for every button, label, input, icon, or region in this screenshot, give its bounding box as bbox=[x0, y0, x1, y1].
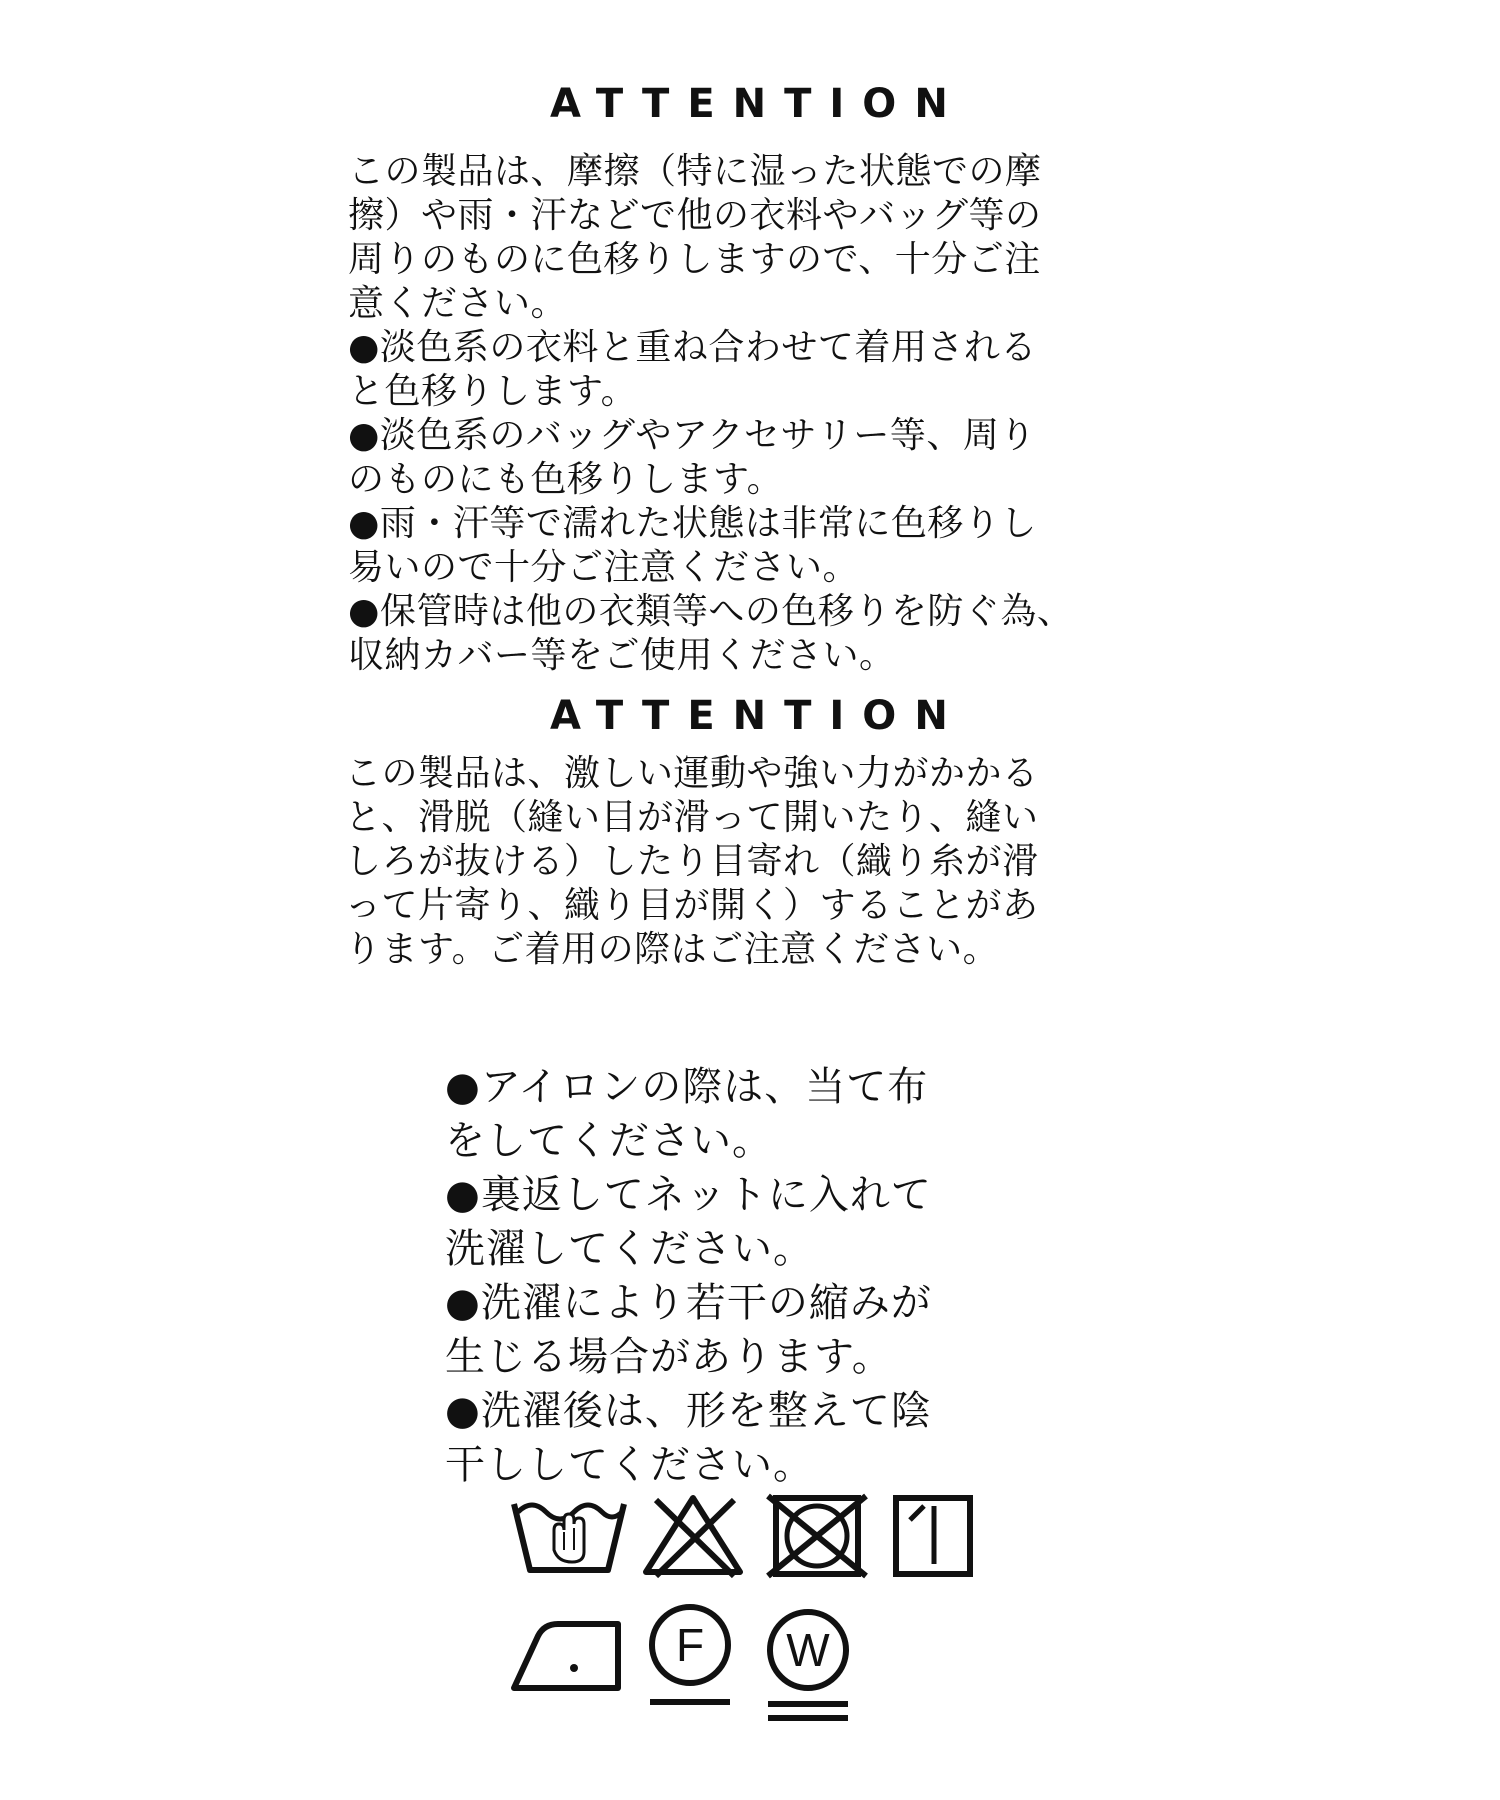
text-line: と、滑脱（縫い目が滑って開いたり、縫い bbox=[345, 797, 1039, 838]
text-line: ●裏返してネットに入れて bbox=[445, 1172, 932, 1218]
text-line: ●淡色系のバッグやアクセサリー等、周り bbox=[348, 415, 1036, 456]
text-line: と色移りします。 bbox=[348, 371, 638, 412]
text-line: をしてください。 bbox=[445, 1118, 773, 1164]
iron-low-icon bbox=[508, 1610, 628, 1696]
dry-clean-f-icon bbox=[640, 1600, 740, 1710]
attention-section-color-transfer bbox=[348, 150, 1073, 678]
text-line: ●雨・汗等で濡れた状態は非常に色移りし bbox=[348, 503, 1037, 544]
text-line: 干ししてください。 bbox=[445, 1442, 814, 1488]
attention-heading-1: ATTENTION bbox=[550, 81, 966, 127]
text-line: 収納カバー等をご使用ください。 bbox=[348, 635, 896, 676]
text-line: しろが抜ける）したり目寄れ（織り糸が滑 bbox=[345, 841, 1039, 882]
wet-clean-letter: W bbox=[786, 1624, 830, 1676]
hand-wash-icon bbox=[510, 1490, 630, 1580]
attention-heading-2: ATTENTION bbox=[550, 693, 966, 739]
text-line: 生じる場合があります。 bbox=[445, 1334, 893, 1380]
text-line: 洗濯してください。 bbox=[445, 1226, 814, 1272]
text-line: 擦）や雨・汗などで他の衣料やバッグ等の bbox=[348, 195, 1042, 236]
text-line: って片寄り、織り目が開く）することがあ bbox=[345, 885, 1039, 926]
text-line: 周りのものに色移りしますので、十分ご注 bbox=[348, 239, 1041, 280]
text-line: 意ください。 bbox=[348, 283, 568, 324]
do-not-bleach-icon bbox=[638, 1490, 748, 1580]
text-line: ●洗濯後は、形を整えて陰 bbox=[445, 1388, 932, 1434]
text-line: ●アイロンの際は、当て布 bbox=[445, 1064, 929, 1110]
text-line: この製品は、激しい運動や強い力がかかる bbox=[345, 753, 1039, 794]
text-line: ●保管時は他の衣類等への色移りを防ぐ為、 bbox=[348, 591, 1074, 632]
text-line: ります。ご着用の際はご注意ください。 bbox=[345, 929, 1000, 970]
attention-section-seam-slippage bbox=[345, 752, 1039, 972]
care-notes bbox=[445, 1060, 932, 1492]
dry-clean-letter: F bbox=[675, 1619, 705, 1671]
text-line: この製品は、摩擦（特に湿った状態での摩 bbox=[348, 151, 1042, 192]
do-not-tumble-dry-icon bbox=[762, 1490, 872, 1580]
text-line: のものにも色移りします。 bbox=[348, 459, 784, 500]
text-line: 易いので十分ご注意ください。 bbox=[348, 547, 860, 588]
wet-clean-w-icon bbox=[758, 1600, 858, 1730]
text-line: ●淡色系の衣料と重ね合わせて着用される bbox=[348, 327, 1037, 368]
text-line: ●洗濯により若干の縮みが bbox=[445, 1280, 932, 1326]
line-dry-icon bbox=[888, 1490, 978, 1580]
